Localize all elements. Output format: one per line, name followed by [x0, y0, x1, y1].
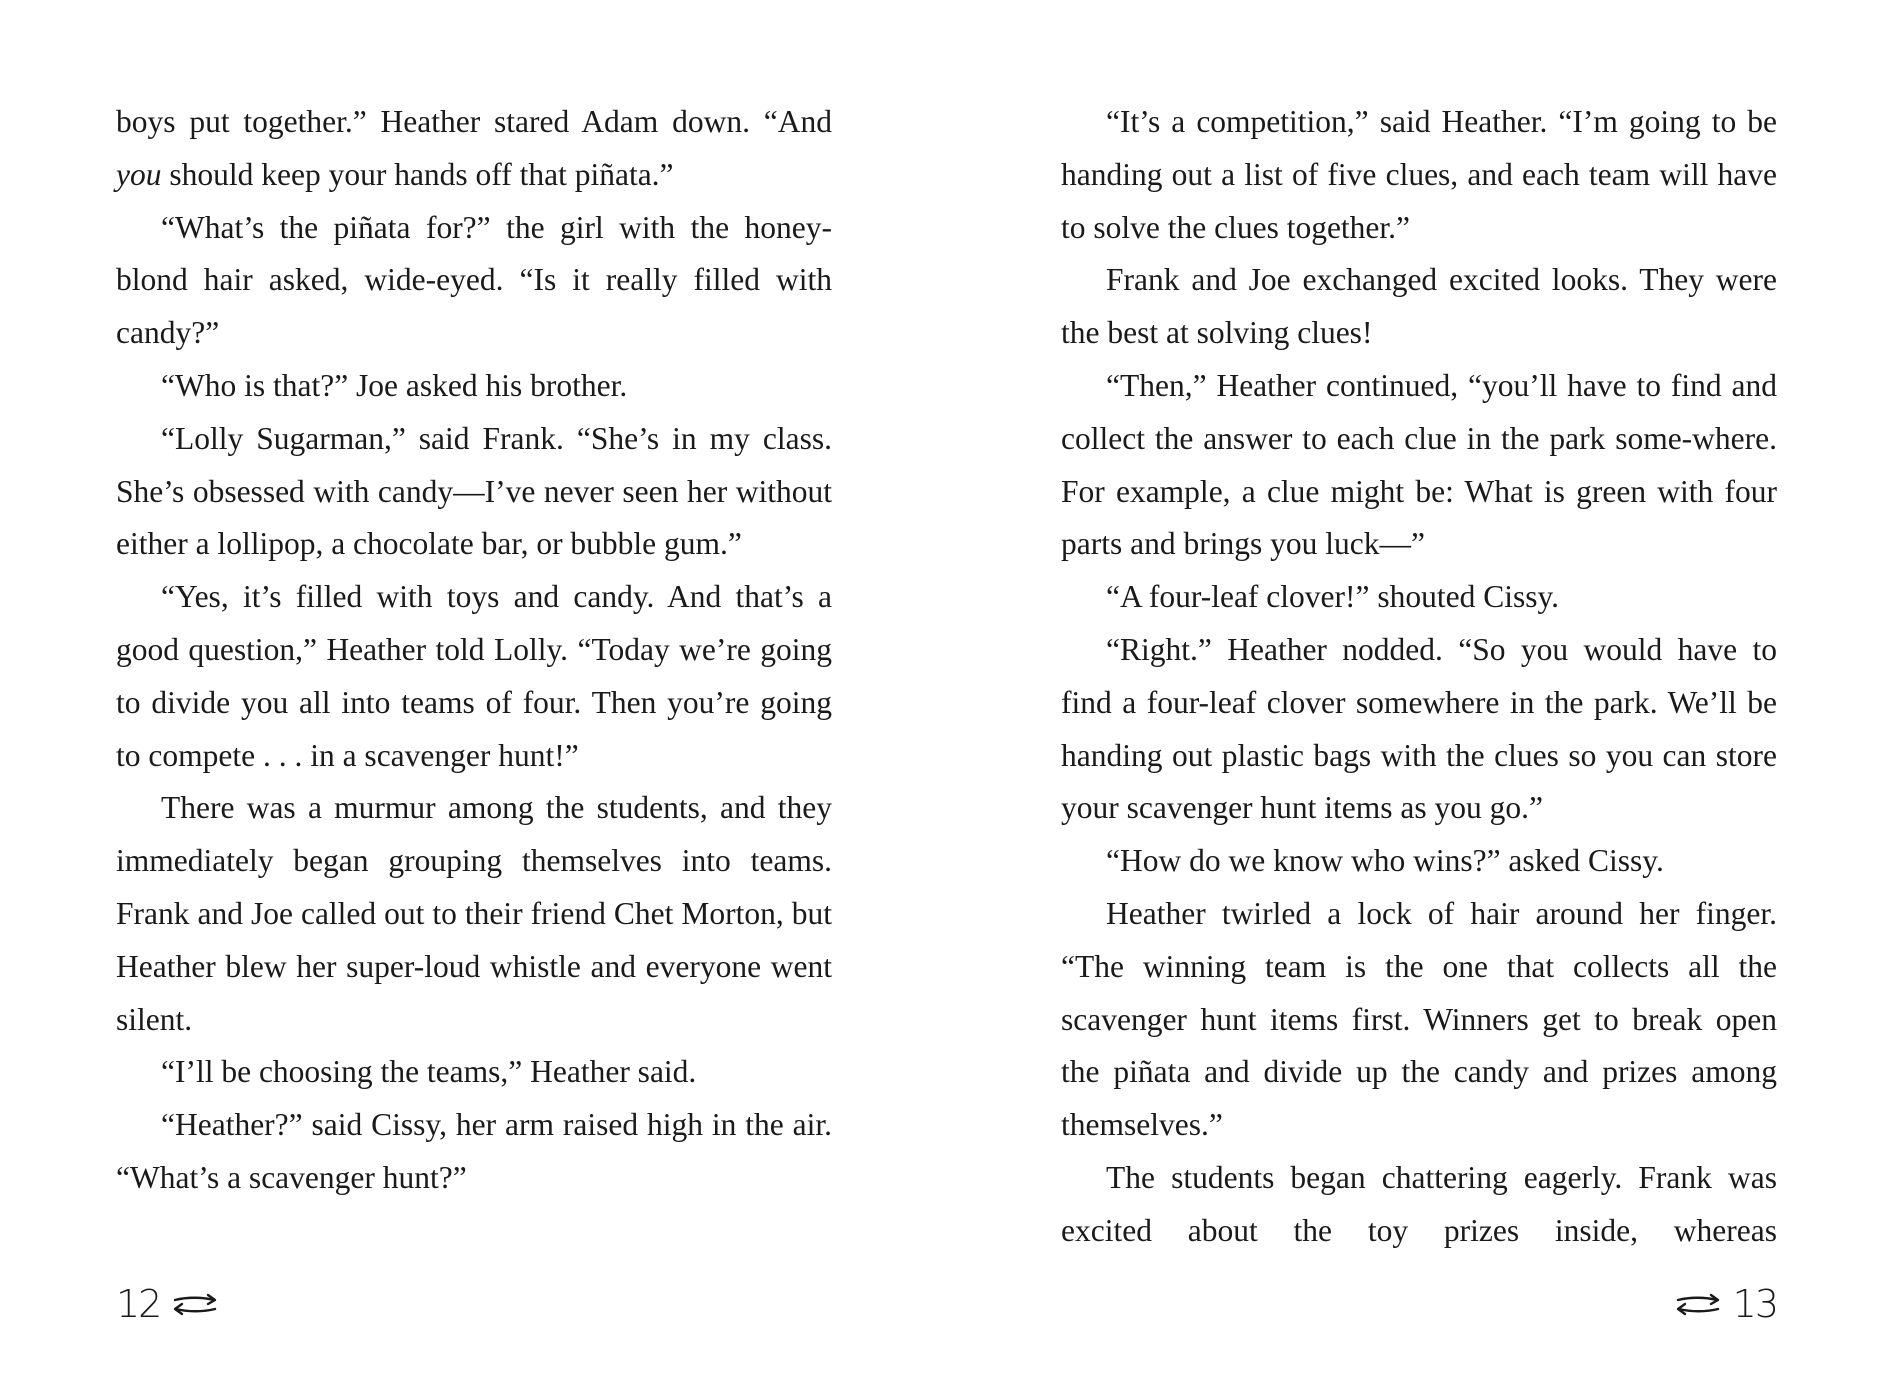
text-run: “A four-leaf clover!” shouted Cissy. — [1106, 579, 1560, 615]
text-run: Frank and Joe exchanged excited looks. They were the best at solving clues! — [1061, 262, 1777, 351]
double-arrow-ornament-icon — [1675, 1289, 1721, 1319]
paragraph — [1061, 360, 1777, 571]
paragraph — [116, 1046, 832, 1099]
page-number: 12 — [116, 1282, 161, 1326]
text-run: “Heather?” said Cissy, her arm raised high in the air. “What’s a scavenger hunt?” — [116, 1107, 832, 1195]
left-page — [116, 96, 832, 1326]
paragraph — [1061, 888, 1777, 1152]
text-run: “It’s a competition,” said Heather. “I’m going to be handing out a list of five clues, and each team will have to solve the clues together.” — [1061, 104, 1777, 245]
paragraph — [1061, 624, 1777, 835]
text-run: Heather twirled a lock of hair around her finger. “The winning team is the one that collects all the scavenger hunt items first. Winners get to break open the piñata and divide up the candy and prizes among themselves.” — [1061, 895, 1777, 1143]
left-page-text — [116, 96, 832, 1205]
text-run: “Lolly Sugarman,” said Frank. “She’s in my class. She’s obsessed with candy—I’ve never seen her without either a lollipop, a chocolate bar, or bubble gum.” — [116, 420, 832, 562]
paragraph — [1061, 571, 1777, 624]
paragraph — [116, 413, 832, 571]
text-run: boys put together.” Heather stared Adam down. “And — [116, 104, 832, 139]
text-run: “I’ll be choosing the teams,” Heather said. — [161, 1054, 697, 1090]
text-run: There was a murmur among the students, and they immediately began grouping themselves into teams. Frank and Joe called out to their friend Chet Morton, but Heather blew her super-loud whistle and everyone went silent. — [116, 790, 832, 1037]
paragraph — [116, 571, 832, 782]
text-run: should keep your hands off that piñata.” — [161, 156, 674, 192]
paragraph — [1061, 835, 1777, 888]
paragraph — [1061, 96, 1777, 254]
paragraph — [116, 96, 832, 202]
double-arrow-ornament-icon — [172, 1289, 218, 1319]
paragraph — [116, 782, 832, 1046]
paragraph — [116, 1099, 832, 1205]
right-page-text — [1061, 96, 1777, 1258]
paragraph — [1061, 254, 1777, 360]
text-run: The students began chattering eagerly. Frank was excited about the toy prizes inside, whereas — [1061, 1159, 1777, 1248]
page-number-right — [1675, 1279, 1777, 1329]
text-run: “How do we know who wins?” asked Cissy. — [1106, 843, 1664, 879]
page-number: 13 — [1732, 1282, 1777, 1326]
text-run: “Yes, it’s filled with toys and candy. And that’s a good question,” Heather told Lolly. “Today we’re going to divide you all into teams of four. Then you’re going to compete . . . in a scavenger hunt!” — [116, 579, 832, 773]
page-number-left — [116, 1279, 218, 1329]
right-page — [1061, 96, 1777, 1326]
italic-text-run: you — [116, 156, 162, 192]
text-run: “What’s the piñata for?” the girl with the honey-blond hair asked, wide-eyed. “Is it really filled with candy?” — [116, 209, 832, 351]
paragraph — [116, 360, 832, 413]
text-run: “Who is that?” Joe asked his brother. — [161, 367, 628, 403]
paragraph — [116, 202, 832, 360]
paragraph — [1061, 1152, 1777, 1258]
text-run: “Right.” Heather nodded. “So you would have to find a four-leaf clover somewhere in the park. We’ll be handing out plastic bags with the clues so you can store your scavenger hunt items as you go.” — [1061, 631, 1777, 826]
text-run: “Then,” Heather continued, “you’ll have to find and collect the answer to each clue in the park some-where. For example, a clue might be: What is green with four parts and brings you luck—” — [1061, 367, 1777, 562]
